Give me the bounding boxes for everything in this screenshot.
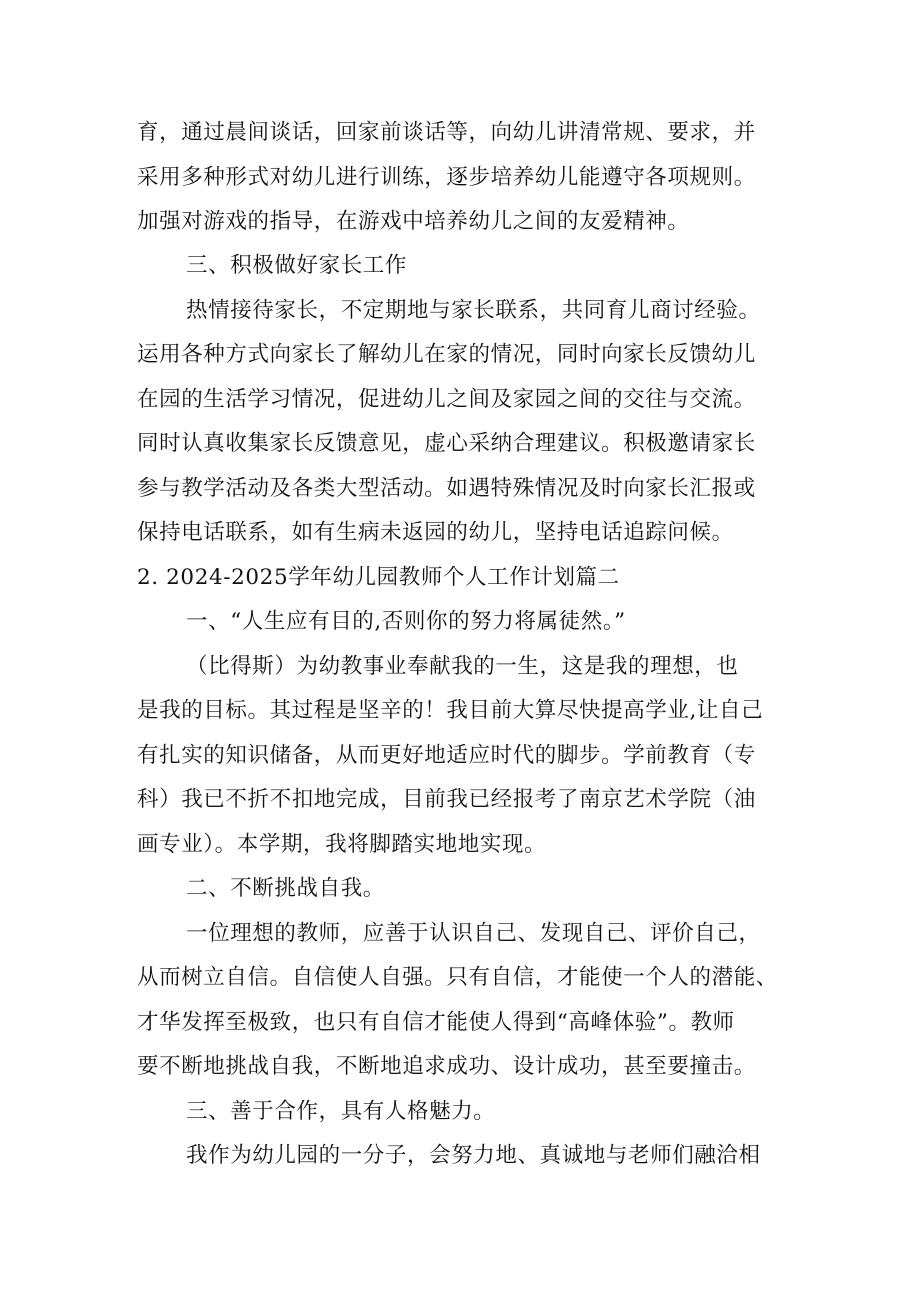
paragraph-line: （比得斯）为幼教事业奉献我的一生，这是我的理想，也 — [186, 654, 739, 679]
paragraph-line: 才华发挥至极致，也只有自信才能使人得到“高峰体验”。教师 — [137, 1010, 735, 1035]
paragraph-line: 加强对游戏的指导，在游戏中培养幼儿之间的友爱精神。 — [137, 209, 690, 234]
paragraph-line: 保持电话联系，如有生病未返园的幼儿，坚持电话追踪问候。 — [137, 520, 734, 545]
paragraph-line: 采用多种形式对幼儿进行训练，逐步培养幼儿能遵守各项规则。 — [137, 165, 756, 190]
paragraph-line: 运用各种方式向家长了解幼儿在家的情况，同时向家长反馈幼儿 — [137, 342, 756, 367]
section-heading: 三、善于合作，具有人格魅力。 — [186, 1099, 496, 1124]
paragraph-line: 科）我已不折不扣地完成，目前我已经报考了南京艺术学院（油 — [137, 787, 756, 812]
paragraph-line: 是我的目标。其过程是坚辛的！我目前大算尽快提高学业,让自己 — [137, 698, 764, 723]
paragraph-line: 热情接待家长，不定期地与家长联系，共同育儿商讨经验。 — [186, 298, 761, 323]
section-heading: 三、积极做好家长工作 — [186, 253, 408, 278]
paragraph-line: 从而树立自信。自信使人自强。只有自信，才能使一个人的潜能、 — [137, 965, 778, 990]
paragraph-line: 有扎实的知识储备，从而更好地适应时代的脚步。学前教育（专 — [137, 743, 756, 768]
paragraph-line: 要不断地挑战自我，不断地追求成功、设计成功，甚至要撞击。 — [137, 1054, 756, 1079]
paragraph-line: 参与教学活动及各类大型活动。如遇特殊情况及时向家长汇报或 — [137, 476, 756, 501]
paragraph-line: 画专业）。本学期，我将脚踏实地地实现。 — [137, 832, 547, 857]
paragraph-line: 一位理想的教师，应善于认识自己、发现自己、评价自己， — [186, 921, 761, 946]
paragraph-line: 我作为幼儿园的一分子，会努力地、真诚地与老师们融洽相 — [186, 1143, 761, 1168]
section-heading: 二、不断挑战自我。 — [186, 876, 385, 901]
paragraph-line: 同时认真收集家长反馈意见，虚心采纳合理建议。积极邀请家长 — [137, 431, 756, 456]
article-title: 2. 2024-2025学年幼儿园教师个人工作计划篇二 — [137, 565, 620, 590]
paragraph-line: 育，通过晨间谈话，回家前谈话等，向幼儿讲清常规、要求，并 — [137, 120, 756, 145]
section-heading: 一、“人生应有目的,否则你的努力将属徒然。” — [186, 609, 626, 634]
paragraph-line: 在园的生活学习情况，促进幼儿之间及家园之间的交往与交流。 — [137, 387, 756, 412]
